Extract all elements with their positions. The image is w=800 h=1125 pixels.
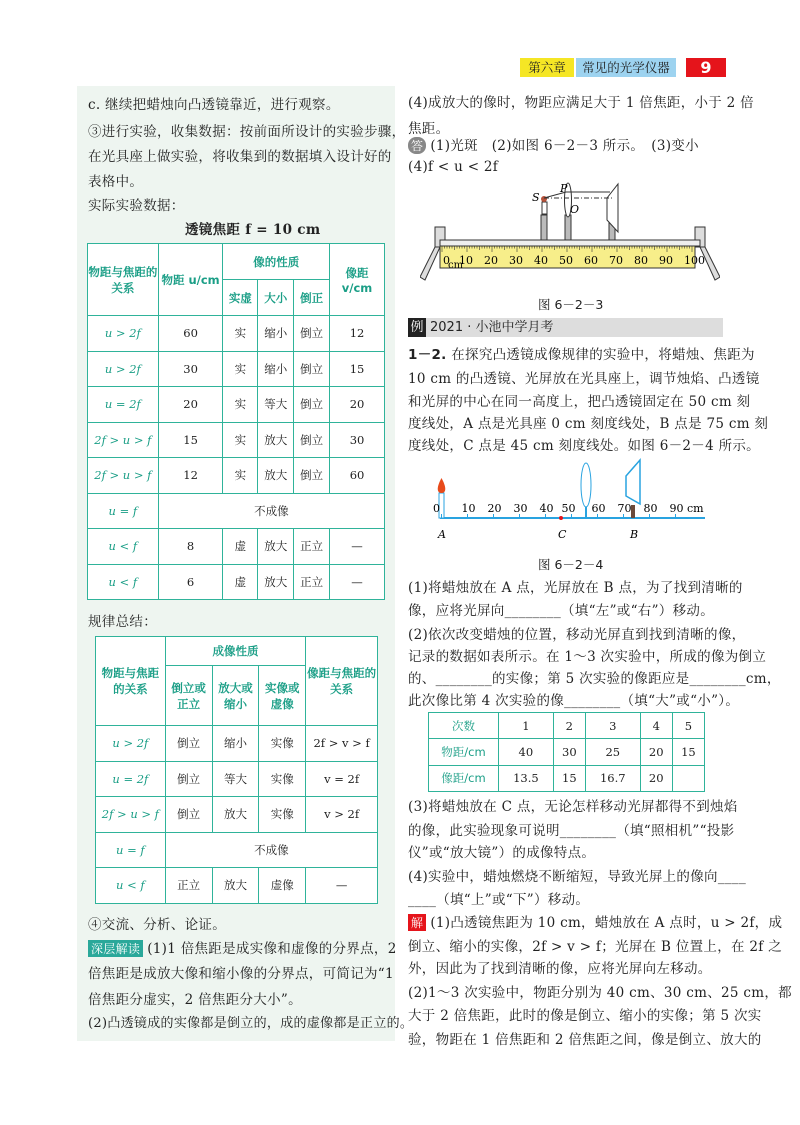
cell: u = 2f [88,387,159,423]
cell: u < f [96,868,166,904]
header-image-distance: 像距/cm [429,765,499,791]
text-line: (1)将蜡烛放在 A 点，光屏放在 B 点，为了找到清晰的 [408,580,743,596]
optical-bench-figure [420,180,720,295]
table-row [96,761,378,797]
cell: 倒立 [165,797,212,833]
chapter-label: 第六章 [520,58,574,77]
cell: 30 [553,739,585,765]
text-line: (4)成放大的像时，物距应满足大于 1 倍焦距，小于 2 倍 [408,95,754,111]
cell: 2f > u > f [88,458,159,494]
header-image-nature: 像的性质 [223,244,330,280]
step4: ④交流、分析、论证。 [88,917,226,933]
summary-table [95,636,378,904]
header-orientation: 倒立或正立 [165,666,212,726]
header-real-virtual: 实虚 [223,280,258,316]
text-line: 外，因此为了找到清晰的像，应将光屏向左移动。 [408,961,712,977]
cell: 正立 [294,529,330,565]
cell: 2f > v > f [306,726,378,762]
header-image-nature: 成像性质 [165,637,305,666]
cell: u < f [88,529,159,565]
text-line: ③进行实验，收集数据：按前面所设计的实验步骤， [88,124,406,140]
text-line: 记录的数据如表所示。在 1～3 次实验中，所成的像为倒立 [408,649,767,665]
text-line: 大于 2 倍焦距，此时的像是倒立、缩小的实像；第 5 次实 [408,1008,762,1024]
header-object-distance: 物距/cm [429,739,499,765]
table-row [88,564,385,600]
text-line: 倍焦距分虚实，2 倍焦距分大小”。 [88,992,302,1008]
cell: 放大 [212,868,259,904]
text-line: (4)实验中，蜡烛燃烧不断缩短，导致光屏上的像向____ [408,869,747,885]
axis-tick-label: 40 [539,502,554,515]
figure-caption: 图 6－2－3 [538,297,604,312]
cell: 倒立 [294,422,330,458]
header-real-virtual: 实像或虚像 [259,666,306,726]
text: (1)光斑 (2)如图 6－2－3 所示。 (3)变小 [430,138,699,154]
ruler-tick-label: 90 [659,254,673,267]
cell: 15 [672,739,704,765]
cell: 放大 [258,529,294,565]
cell: 15 [158,422,223,458]
header-image-distance: 像距 v/cm [330,244,385,316]
text-line: 度线处，C 点是 45 cm 刻度线处。如图 6－2－4 所示。 [408,438,760,454]
example-header [408,318,723,337]
example-badge: 例 [408,318,426,337]
cell: 虚 [223,529,258,565]
cell: 1 [499,713,554,739]
cell: 缩小 [258,351,294,387]
cell: 不成像 [158,493,384,529]
axis-tick-label: 10 [461,502,476,515]
cell: 实 [223,351,258,387]
cell: 倒立 [294,316,330,352]
cell: 不成像 [165,832,377,868]
ruler-tick-label: 0 [443,254,450,267]
lens-holder [565,215,571,240]
cell: 2 [553,713,585,739]
cell: 缩小 [212,726,259,762]
cell: 3 [585,713,640,739]
text-line: 此次像比第 4 次实验的像________（填“大”或“小”）。 [408,693,740,709]
cell: 2f > u > f [96,797,166,833]
cell: — [330,564,385,600]
cell: 放大 [258,458,294,494]
cell: 倒立 [294,458,330,494]
cell: u > 2f [88,316,159,352]
header-relation: 物距与焦距的关系 [96,637,166,726]
text-line: 实际实验数据： [88,198,185,214]
header-size: 大小 [258,280,294,316]
cell: 实像 [259,761,306,797]
cell: u = f [88,493,159,529]
cell: 等大 [258,387,294,423]
cell: 6 [158,564,223,600]
text-line: (2)凸透镜成的实像都是倒立的，成的虚像都是正立的。 [88,1016,414,1031]
axis-tick-label: 20 [487,502,502,515]
ruler-tick-label: 50 [559,254,573,267]
header-trial: 次数 [429,713,499,739]
cell: 4 [640,713,672,739]
answer-badge: 答 [408,137,426,154]
chapter-title: 常见的光学仪器 [576,58,676,77]
table-row [88,351,385,387]
cell: 2f > u > f [88,422,159,458]
axis-tick-label: 70 [617,502,632,515]
cell: 等大 [212,761,259,797]
point-label-a: A [438,528,446,541]
point-label-p: P [560,182,568,195]
axis-tick-label: 0 [433,502,440,515]
candle-holder [541,215,547,240]
cell: 实 [223,458,258,494]
cell: 20 [640,739,672,765]
answer-line [408,134,699,154]
cell: 放大 [258,564,294,600]
cell: 实像 [259,726,306,762]
flame [438,478,446,493]
cell: 倒立 [294,351,330,387]
table-row [88,529,385,565]
text: (1)1 倍焦距是成实像和虚像的分界点，2 [147,941,397,957]
cell: 实像 [259,797,306,833]
ruler-tick-label: 20 [484,254,498,267]
text-line: 的像，此实验现象可说明________（填“照相机”“投影 [408,823,735,839]
cell: 实 [223,387,258,423]
cell: 正立 [294,564,330,600]
cell: 30 [158,351,223,387]
table-row [96,868,378,904]
ruler-tick-label: 10 [459,254,473,267]
cell: 60 [158,316,223,352]
flame [541,196,547,202]
cell: 虚 [223,564,258,600]
cell: u < f [88,564,159,600]
point-label-b: B [630,528,639,541]
cell: 20 [330,387,385,423]
cell: 12 [330,316,385,352]
text-line: (3)将蜡烛放在 C 点，无论怎样移动光屏都得不到烛焰 [408,799,738,815]
cell: 20 [640,765,672,791]
cell: 5 [672,713,704,739]
cell: 16.7 [585,765,640,791]
ruler-tick-label: 70 [609,254,623,267]
table-row [96,726,378,762]
cell: 倒立 [165,726,212,762]
header-image-distance-relation: 像距与焦距的关系 [306,637,378,726]
text-line: 表格中。 [88,174,144,190]
cell: 60 [330,458,385,494]
text-line: 和光屏的中心在同一高度上，把凸透镜固定在 50 cm 刻 [408,394,751,410]
axis-tick-label: 80 [643,502,658,515]
text-line: (2)依次改变蜡烛的位置，移动光屏直到找到清晰的像， [408,627,746,643]
header-relation: 物距与焦距的关系 [88,244,159,316]
deep-reading-badge: 深层解读 [88,940,143,957]
solution-badge: 解 [408,914,426,931]
axis-tick-label: 50 [561,502,576,515]
text-line: ____（填“上”或“下”）移动。 [408,892,590,908]
cell: 倒立 [294,387,330,423]
bench-leg [420,247,440,280]
cell: 12 [158,458,223,494]
point-c-marker [559,516,563,520]
question-number: 1－2. [408,347,447,363]
text-line: (4)f < u < 2f [408,159,499,175]
ruler-tick-label: 30 [509,254,523,267]
point-label-s: S [532,191,540,204]
cell: 实 [223,422,258,458]
table-row [96,832,378,868]
table1-caption: 透镜焦距 f = 10 cm [185,222,321,238]
solution-line [408,911,782,931]
axis-tick-label: 30 [513,502,528,515]
cell: — [330,529,385,565]
experiment-data-table [87,243,385,600]
page-number: 9 [686,58,726,77]
cell: — [306,868,378,904]
light-ray [544,192,610,198]
cell: 8 [158,529,223,565]
text-line: 倒立、缩小的实像，2f > v > f；光屏在 B 位置上，在 2f 之 [408,939,782,955]
ruler-tick-label: 100 [684,254,705,267]
ruler-unit: cm [448,260,464,271]
ruler-tick-label: 40 [534,254,548,267]
axis-tick-label: 60 [591,502,606,515]
cell: u = f [96,832,166,868]
table-row [88,387,385,423]
cell: 25 [585,739,640,765]
cell: u = 2f [96,761,166,797]
ruler-tick-label: 80 [634,254,648,267]
text-line: 在光具座上做实验，将收集到的数据填入设计好的 [88,149,392,165]
cell: 倒立 [165,761,212,797]
text-line: 像，应将光屏向________（填“左”或“右”）移动。 [408,603,715,619]
header-orientation: 倒正 [294,280,330,316]
ruler-tick-label: 60 [584,254,598,267]
text-line: 倍焦距是成放大像和缩小像的分界点，可简记为“1 [88,966,394,982]
cell [672,765,704,791]
table-row [88,422,385,458]
text-line: (2)1～3 次实验中，物距分别为 40 cm、30 cm、25 cm，都 [408,985,792,1001]
screen-stand [631,505,635,518]
cell: 放大 [258,422,294,458]
cell: 缩小 [258,316,294,352]
text-line: 仪”或“放大镜”）的成像特点。 [408,845,596,861]
cell: 正立 [165,868,212,904]
convex-lens [581,463,591,507]
table-row [88,493,385,529]
cell: 13.5 [499,765,554,791]
text-line: 的、________的实像；第 5 次实验的像距应是________cm， [408,671,781,687]
trial-data-table [428,712,705,792]
point-label-o: O [570,203,580,216]
cell: 实 [223,316,258,352]
table-row [88,458,385,494]
example-source: 2021 · 小池中学月考 [430,320,554,335]
cell: u > 2f [96,726,166,762]
cell: v = 2f [306,761,378,797]
cell: 20 [158,387,223,423]
text-line: c. 继续把蜡烛向凸透镜靠近，进行观察。 [88,97,340,113]
point-label-c: C [558,528,567,541]
text-line: 焦距。 [408,121,450,137]
bench-rail [440,240,700,246]
text-line: 度线处，A 点是光具座 0 cm 刻度线处，B 点是 75 cm 刻 [408,416,769,432]
header-object-distance: 物距 u/cm [158,244,223,316]
cell: 放大 [212,797,259,833]
light-screen [626,460,640,504]
cell: 30 [330,422,385,458]
text-line: 10 cm 的凸透镜、光屏放在光具座上，调节烛焰、凸透镜 [408,371,760,387]
axis-tick-label: 90 cm [669,502,704,515]
cell: u > 2f [88,351,159,387]
candle [542,202,547,214]
candle-lens-screen-figure [425,450,715,550]
text: 在探究凸透镜成像规律的实验中，将蜡烛、焦距为 [451,347,755,363]
text: (1)凸透镜焦距为 10 cm，蜡烛放在 A 点时，u > 2f，成 [430,915,783,931]
cell: 虚像 [259,868,306,904]
table-row [96,797,378,833]
deep-reading-line [88,937,397,957]
summary-label: 规律总结： [88,614,157,630]
cell: 15 [330,351,385,387]
text-line: 验，物距在 1 倍焦距和 2 倍焦距之间，像是倒立、放大的 [408,1032,762,1048]
header-size: 放大或缩小 [212,666,259,726]
table-row [88,316,385,352]
figure-caption: 图 6－2－4 [538,557,604,572]
cell: 15 [553,765,585,791]
cell: v > 2f [306,797,378,833]
cell: 40 [499,739,554,765]
